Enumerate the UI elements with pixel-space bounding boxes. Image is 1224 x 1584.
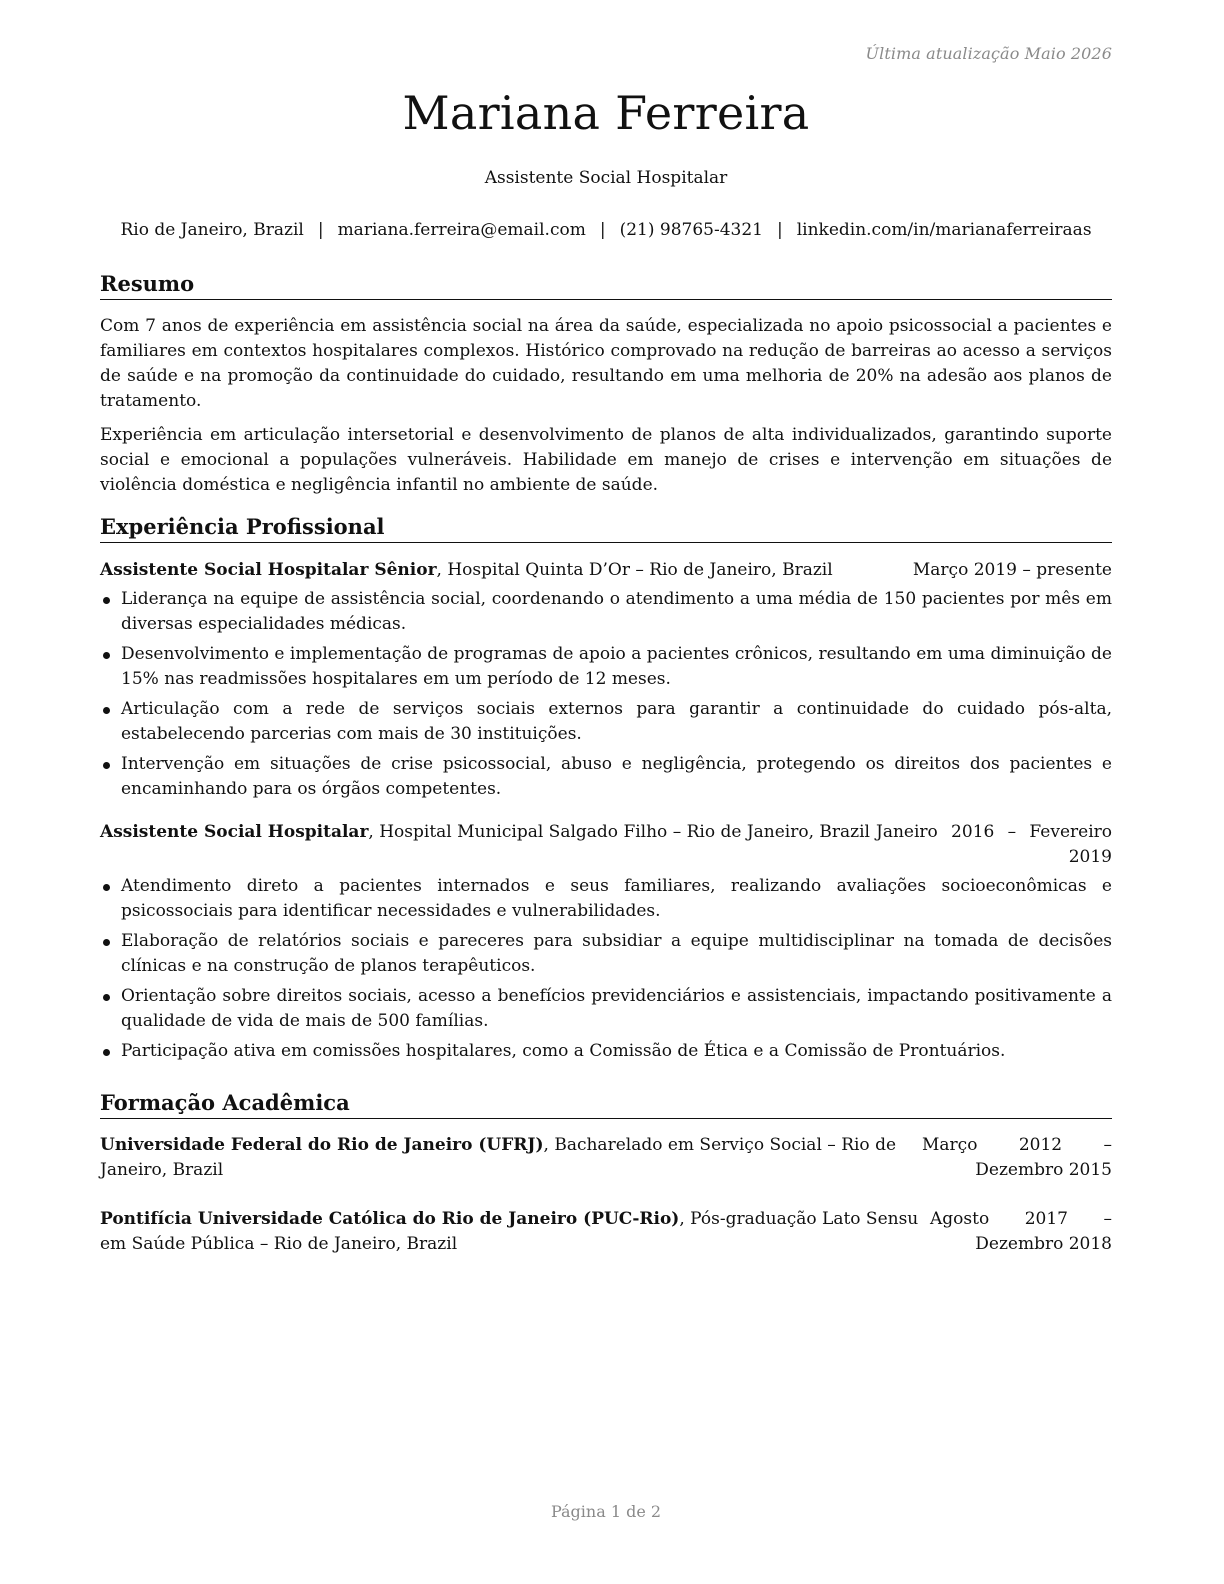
bullet-icon [103,652,110,659]
list-item: Articulação com a rede de serviços sociais externos para garantir a continuidade do cuidado pós-alta, estabelecendo parcerias com mais de 30 instituições. [100,697,1112,747]
education-detail: , Bacharelado em Serviço Social – Rio de Janeiro, Brazil [100,1135,897,1180]
section-heading-education: Formação Acadêmica [100,1090,1112,1119]
bullet-icon [103,597,110,604]
education-dates: Março 2012 – Dezembro 2015 [922,1135,1112,1180]
summary-paragraph: Com 7 anos de experiência em assistência social na área da saúde, especializada no apoio psicossocial a pacientes e familiares em contextos hospitalares complexos. Histórico comprovado na redução de barreiras ao acesso a serviços de saúde e na promoção da continuidade do cuidado, resultando em uma melhoria de 20% na adesão aos planos de tratamento. [100,316,1112,411]
list-item: Elaboração de relatórios sociais e pareceres para subsidiar a equipe multidisciplinar na tomada de decisões clínicas e na construção de planos terapêuticos. [100,929,1112,979]
list-item: Atendimento direto a pacientes internados e seus familiares, realizando avaliações socioeconômicas e psicossociais para identificar necessidades e vulnerabilidades. [100,874,1112,924]
education-institution: Universidade Federal do Rio de Janeiro (UFRJ) [100,1135,544,1155]
contact-separator: | [776,220,783,240]
job-organization: , Hospital Municipal Salgado Filho – Rio de Janeiro, Brazil [368,822,870,842]
job-header [100,820,1112,870]
job-bullets [100,587,1112,802]
job-entry [100,558,1112,802]
contact-separator: | [599,220,606,240]
bullet-icon [103,994,110,1001]
education-entry [100,1133,1112,1183]
candidate-name: Mariana Ferreira [402,86,810,140]
job-entry [100,820,1112,1064]
bullet-icon [103,939,110,946]
page-number: Página 1 de 2 [550,1502,662,1521]
bullet-icon [103,1049,110,1056]
candidate-title: Assistente Social Hospitalar [484,168,728,188]
list-item: Liderança na equipe de assistência social, coordenando o atendimento a uma média de 150 pacientes por mês em diversas especialidades médicas. [100,587,1112,637]
section-heading-experience: Experiência Profissional [100,514,1112,543]
education-section [100,1090,1112,1257]
education-institution: Pontifícia Universidade Católica do Rio de Janeiro (PUC-Rio) [100,1209,680,1229]
education-dates: Agosto 2017 – Dezembro 2018 [930,1209,1112,1254]
job-dates: Março 2019 – presente [912,560,1112,580]
job-bullets [100,874,1112,1064]
list-item: Orientação sobre direitos sociais, acesso a benefícios previdenciários e assistenciais, impactando positivamente a qualidade de vida de mais de 500 famílias. [100,984,1112,1034]
contact-linkedin[interactable]: linkedin.com/in/marianaferreiraas [796,220,1092,240]
bullet-icon [103,884,110,891]
summary-section [100,271,1112,498]
last-updated-note: Última atualização Maio 2026 [865,44,1112,63]
contact-phone[interactable]: (21) 98765-4321 [619,220,763,240]
job-role: Assistente Social Hospitalar [100,822,369,842]
list-item: Desenvolvimento e implementação de programas de apoio a pacientes crônicos, resultando em uma diminuição de 15% nas readmissões hospitalares em um período de 12 meses. [100,642,1112,692]
list-item: Participação ativa em comissões hospitalares, como a Comissão de Ética e a Comissão de Prontuários. [100,1039,1112,1064]
bullet-icon [103,707,110,714]
contact-line [100,220,1112,240]
job-organization: , Hospital Quinta D’Or – Rio de Janeiro, Brazil [436,560,833,580]
bullet-icon [103,762,110,769]
list-item: Intervenção em situações de crise psicossocial, abuso e negligência, protegendo os direitos dos pacientes e encaminhando para os órgãos competentes. [100,752,1112,802]
contact-email[interactable]: mariana.ferreira@email.com [337,220,586,240]
education-entry [100,1207,1112,1257]
contact-separator: | [317,220,324,240]
resume-page [100,0,1112,1584]
contact-location: Rio de Janeiro, Brazil [120,220,304,240]
experience-section [100,514,1112,1069]
job-role: Assistente Social Hospitalar Sênior [100,560,437,580]
job-header [100,558,1112,583]
education-detail: , Pós-graduação Lato Sensu em Saúde Pública – Rio de Janeiro, Brazil [100,1209,919,1254]
job-dates: Janeiro 2016 – Fevereiro 2019 [876,822,1112,867]
summary-paragraph: Experiência em articulação intersetorial e desenvolvimento de planos de alta individualizados, garantindo suporte social e emocional a populações vulneráveis. Habilidade em manejo de crises e intervenção em situações de violência doméstica e negligência infantil no ambiente de saúde. [100,425,1112,495]
section-heading-summary: Resumo [100,271,1112,300]
